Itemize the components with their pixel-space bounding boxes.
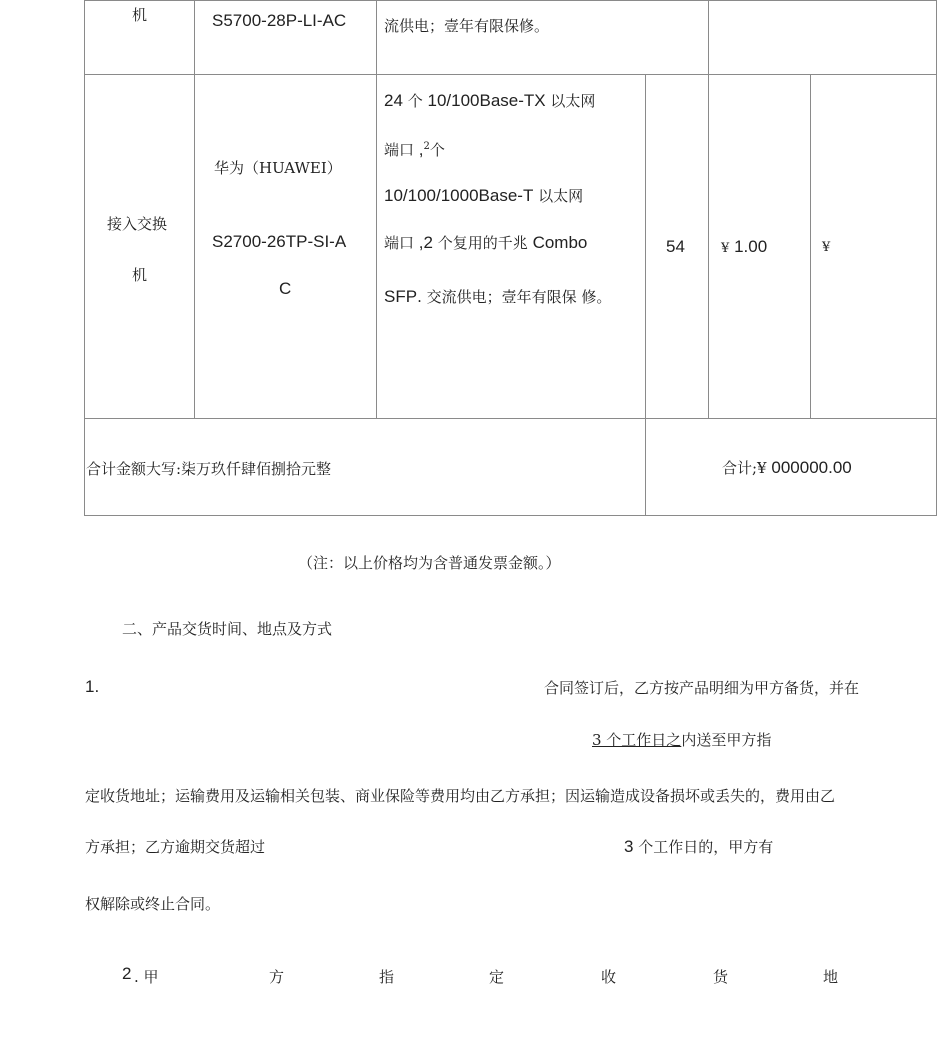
table-col-divider — [376, 0, 377, 419]
section2-heading: 二、产品交货时间、地点及方式 — [122, 620, 333, 638]
item2-char: . 甲 — [134, 968, 159, 986]
item1-line-d-right — [624, 836, 773, 857]
item1-line-d-left: 方承担；乙方逾期交货超过 — [85, 838, 266, 856]
overdue-days: 3 — [624, 837, 634, 856]
item1-line-a: 合同签订后，乙方按产品明细为甲方备货，并在 — [544, 679, 860, 697]
spec-num: 24 — [384, 91, 403, 110]
row2-model-line2: C — [279, 279, 292, 298]
delivery-days-underlined: 3 个工作日之 — [592, 731, 682, 749]
table-col-divider — [708, 0, 709, 419]
unit-price-value: 1.00 — [734, 237, 768, 256]
item1-line-b-rest: 内送至甲方指 — [681, 731, 772, 749]
row2-spec-line3 — [384, 185, 583, 206]
spec-num: ,2 — [418, 233, 433, 252]
row2-spec-line5 — [384, 286, 611, 307]
price-note: （注：以上价格均为含普通发票金额。） — [298, 554, 561, 572]
table-border-left — [84, 0, 85, 516]
spec-cn: 端口 — [384, 141, 415, 159]
row2-spec-line4 — [384, 232, 587, 253]
table-col-divider — [194, 0, 195, 419]
row2-category-line2: 机 — [132, 266, 148, 284]
table-col-divider — [810, 74, 811, 419]
table-border-right — [936, 0, 937, 516]
row2-model-line1: S2700-26TP-SI-A — [212, 232, 347, 251]
item1-line-e: 权解除或终止合同。 — [85, 895, 221, 913]
total-amount — [722, 457, 852, 478]
row1-model: S5700-28P-LI-AC — [212, 11, 347, 30]
currency-symbol: ¥ — [721, 241, 730, 256]
row2-unit-price — [721, 237, 767, 257]
table-border-top — [84, 0, 937, 1]
total-in-words: 合计金额大写:柒万玖仟肆佰捌拾元整 — [86, 460, 332, 478]
item1-line-d-right-text: 个工作日的，甲方有 — [638, 838, 774, 856]
total-value: 000000.00 — [771, 458, 852, 477]
spec-code: 10/100Base-TX — [427, 91, 546, 110]
spec-code: 10/100/1000Base-T — [384, 186, 534, 205]
item2-char: 地 — [823, 968, 839, 986]
spec-cn: 个 — [407, 92, 423, 110]
item1-number: 1. — [85, 677, 100, 696]
row1-spec: 流供电；壹年有限保修。 — [384, 17, 550, 35]
item2-char: 指 — [379, 968, 395, 986]
item1-line-c: 定收货地址；运输费用及运输相关包装、商业保险等费用均由乙方承担；因运输造成设备损坏或丢失的，费用由乙 — [85, 787, 836, 805]
item2-char: 方 — [269, 968, 285, 986]
item2-char: 货 — [713, 968, 729, 986]
spec-cn: 端口 — [384, 234, 415, 252]
row2-spec-line1 — [384, 90, 595, 111]
row2-category-line1: 接入交换 — [107, 215, 168, 233]
item1-line-b — [592, 729, 771, 750]
spec-sup: 2 — [423, 141, 430, 152]
row1-category: 机 — [132, 6, 148, 24]
spec-cn: 以太网 — [538, 187, 584, 205]
total-label: 合计;¥ — [722, 459, 767, 477]
spec-cn: 个 — [429, 141, 445, 159]
row2-subtotal: ¥ — [822, 240, 831, 255]
spec-cn: 以太网 — [550, 92, 596, 110]
spec-sep: , — [418, 140, 424, 159]
table-border-bottom — [84, 515, 937, 516]
spec-cn: . 交流供电；壹年有限保 修。 — [417, 288, 612, 306]
item2-char: 定 — [489, 968, 505, 986]
item2-number: 2 — [122, 964, 132, 983]
item2-char: 收 — [601, 968, 617, 986]
row2-quantity: 54 — [666, 237, 685, 256]
row2-brand-text: 华为（HUAWEI） — [214, 159, 342, 177]
spec-code: Combo — [532, 233, 588, 252]
row2-brand — [214, 157, 342, 178]
spec-code: SFP — [384, 287, 418, 306]
spec-cn: 个复用的千兆 — [437, 234, 528, 252]
table-col-divider — [645, 74, 646, 516]
row2-spec-line2 — [384, 139, 445, 160]
